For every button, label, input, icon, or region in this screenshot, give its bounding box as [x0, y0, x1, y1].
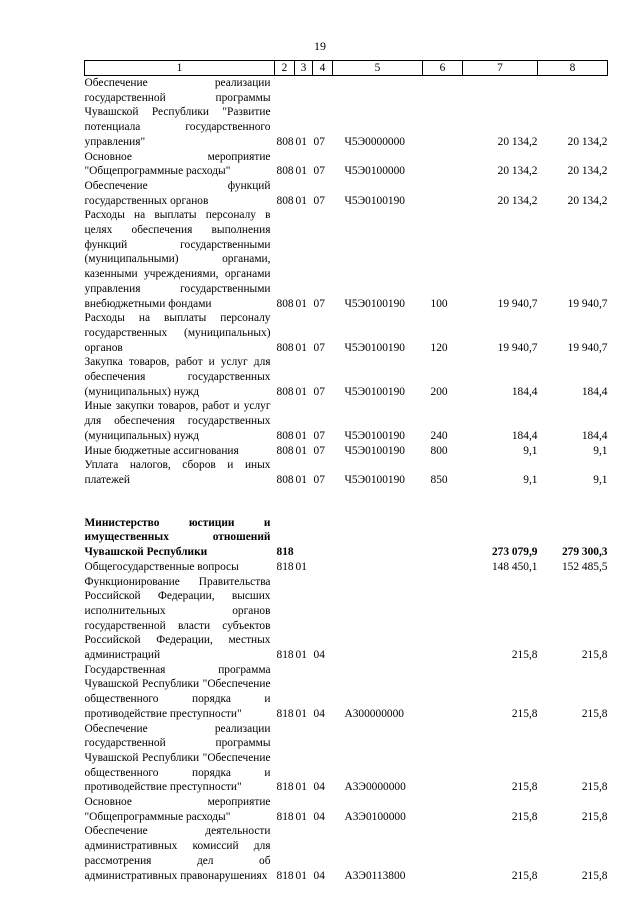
table-row [85, 208, 608, 311]
table-row [85, 560, 608, 575]
cell-amount-year-1: 20 134,2 [497, 135, 538, 148]
cell-expense-type [423, 516, 463, 560]
cell-name: Функционирование Правительства Российской Федерации, высших исполнительных органов государственной власти субъектов Российской Федерации, местных администраций [84, 575, 271, 662]
cell-subsection-code: 07 [313, 341, 325, 354]
cell-subsection-code: 04 [313, 707, 325, 720]
cell-section-code: 01 [295, 297, 307, 310]
table-row [85, 179, 608, 208]
cell-target-article: Ч5Э0100190 [344, 473, 405, 486]
cell-section-code: 01 [295, 473, 307, 486]
header-cell-6: 6 [423, 61, 463, 76]
cell-ministry-code: 818 [276, 781, 294, 794]
cell-expense-type [423, 722, 463, 796]
cell-amount-year-1: 9,1 [523, 444, 538, 457]
cell-amount-year-1: 273 079,9 [491, 546, 538, 559]
table-row [85, 824, 608, 883]
cell-target-article: Ч5Э0100190 [344, 385, 405, 398]
cell-target-article [333, 516, 423, 560]
cell-amount-year-2: 279 300,3 [561, 546, 608, 559]
cell-subsection-code: 07 [313, 385, 325, 398]
cell-expense-type [423, 824, 463, 883]
spacer-cell [85, 488, 608, 516]
header-cell-5: 5 [333, 61, 423, 76]
cell-name: Обеспечение деятельности административных комиссий для рассмотрения дел об административных правонарушениях [84, 825, 271, 882]
cell-target-article: Ч5Э0100190 [344, 341, 405, 354]
cell-name: Основное мероприятие "Общепрограммные расходы" [84, 150, 271, 178]
cell-name: Иные бюджетные ассигнования [84, 444, 239, 457]
cell-target-article: Ч5Э0100190 [344, 444, 405, 457]
cell-section-code: 01 [295, 869, 307, 882]
cell-amount-year-1: 19 940,7 [497, 297, 538, 310]
cell-name: Иные закупки товаров, работ и услуг для обеспечения государственных (муниципальных) нужд [84, 400, 271, 442]
cell-target-article: Ч5Э0100190 [344, 297, 405, 310]
table-row [85, 399, 608, 443]
table-header [85, 61, 608, 76]
cell-name: Основное мероприятие "Общепрограммные расходы" [84, 796, 271, 823]
cell-name: Министерство юстиции и имущественных отношений Чувашской Республики [84, 516, 271, 559]
table-row [85, 444, 608, 459]
cell-amount-year-2: 215,8 [581, 869, 608, 882]
cell-expense-type [423, 76, 463, 150]
cell-target-article: А3Э0113800 [344, 869, 406, 882]
cell-section-code: 01 [295, 429, 307, 442]
cell-target-article: А3Э0000000 [344, 781, 406, 794]
cell-amount-year-1: 148 450,1 [491, 560, 538, 573]
cell-amount-year-2: 20 134,2 [567, 165, 608, 178]
cell-section-code [295, 516, 313, 560]
cell-ministry-code: 808 [276, 444, 294, 457]
cell-amount-year-2: 19 940,7 [567, 341, 608, 354]
cell-subsection-code: 07 [313, 165, 325, 178]
cell-expense-type [423, 575, 463, 663]
cell-expense-type: 200 [430, 385, 448, 398]
cell-expense-type [423, 179, 463, 208]
cell-subsection-code: 07 [313, 444, 325, 457]
cell-expense-type [423, 663, 463, 722]
cell-ministry-code: 818 [276, 649, 294, 662]
cell-name: Общегосударственные вопросы [84, 560, 239, 573]
cell-ministry-code: 808 [276, 194, 294, 207]
cell-amount-year-1: 215,8 [511, 781, 538, 794]
cell-section-code: 01 [295, 781, 307, 794]
cell-section-code: 01 [295, 165, 307, 178]
cell-amount-year-2: 184,4 [581, 429, 608, 442]
cell-amount-year-2: 9,1 [593, 473, 608, 486]
cell-section-code: 01 [295, 385, 307, 398]
cell-ministry-code: 808 [276, 385, 294, 398]
cell-section-code: 01 [295, 444, 307, 457]
cell-name: Расходы на выплаты персоналу государственных (муниципальных) органов [84, 312, 271, 354]
cell-subsection-code [313, 516, 333, 560]
table-row [85, 355, 608, 399]
cell-amount-year-1: 19 940,7 [497, 341, 538, 354]
cell-amount-year-2: 20 134,2 [567, 194, 608, 207]
cell-target-article [333, 560, 423, 575]
cell-section-code: 01 [295, 810, 307, 823]
cell-ministry-code: 818 [276, 707, 294, 720]
cell-amount-year-2: 215,8 [581, 649, 608, 662]
cell-expense-type: 100 [430, 297, 448, 310]
cell-amount-year-2: 152 485,5 [561, 560, 608, 573]
cell-target-article [333, 575, 423, 663]
table-row [85, 795, 608, 824]
header-cell-3: 3 [295, 61, 313, 76]
cell-subsection-code: 04 [313, 781, 325, 794]
cell-expense-type [423, 795, 463, 824]
cell-subsection-code: 07 [313, 194, 325, 207]
table-spacer-row [85, 488, 608, 516]
cell-expense-type: 850 [430, 473, 448, 486]
cell-amount-year-1: 184,4 [511, 385, 538, 398]
cell-ministry-code: 818 [276, 869, 294, 882]
cell-amount-year-2: 215,8 [581, 810, 608, 823]
cell-subsection-code: 07 [313, 429, 325, 442]
cell-amount-year-2: 9,1 [593, 444, 608, 457]
table-row [85, 150, 608, 179]
table-row [85, 663, 608, 722]
cell-section-code: 01 [295, 194, 307, 207]
cell-amount-year-2: 215,8 [581, 707, 608, 720]
cell-target-article: Ч5Э0000000 [344, 135, 405, 148]
cell-amount-year-2: 20 134,2 [567, 135, 608, 148]
cell-amount-year-1: 184,4 [511, 429, 538, 442]
cell-ministry-code: 818 [276, 546, 294, 559]
cell-amount-year-1: 20 134,2 [497, 194, 538, 207]
table-row [85, 76, 608, 150]
cell-expense-type [423, 560, 463, 575]
cell-amount-year-1: 215,8 [511, 707, 538, 720]
cell-name: Обеспечение функций государственных органов [84, 179, 271, 207]
table-row [85, 575, 608, 663]
cell-name: Обеспечение реализации государственной программы Чувашской Республики "Обеспечение общественного порядка и противодействие преступности" [84, 722, 271, 794]
cell-target-article: А3Э0100000 [344, 810, 406, 823]
table-row-ministry [85, 516, 608, 560]
header-row [85, 61, 608, 76]
cell-section-code: 01 [295, 707, 307, 720]
cell-amount-year-1: 215,8 [511, 649, 538, 662]
cell-target-article: Ч5Э0100190 [344, 429, 405, 442]
cell-section-code: 01 [295, 135, 307, 148]
header-cell-1: 1 [85, 61, 275, 76]
cell-section-code: 01 [295, 341, 307, 354]
cell-amount-year-2: 19 940,7 [567, 297, 608, 310]
cell-expense-type [423, 150, 463, 179]
header-cell-4: 4 [313, 61, 333, 76]
table-row [85, 311, 608, 355]
cell-amount-year-2: 184,4 [581, 385, 608, 398]
cell-name: Закупка товаров, работ и услуг для обеспечения государственных (муниципальных) нужд [84, 356, 271, 398]
cell-name: Обеспечение реализации государственной программы Чувашской Республики "Развитие потенциала государственного управления" [84, 77, 271, 148]
header-cell-2: 2 [275, 61, 295, 76]
table-row [85, 722, 608, 796]
table-body [85, 76, 608, 884]
cell-target-article: Ч5Э0100190 [344, 194, 405, 207]
cell-section-code: 01 [295, 560, 307, 573]
cell-subsection-code: 04 [313, 869, 325, 882]
cell-amount-year-1: 9,1 [523, 473, 538, 486]
cell-expense-type: 240 [430, 429, 448, 442]
cell-ministry-code: 818 [276, 810, 294, 823]
cell-target-article: Ч5Э0100000 [344, 165, 405, 178]
cell-ministry-code: 818 [276, 560, 294, 573]
table-row [85, 458, 608, 487]
cell-expense-type: 120 [430, 341, 448, 354]
cell-subsection-code [313, 560, 333, 575]
cell-amount-year-2: 215,8 [581, 781, 608, 794]
cell-amount-year-1: 215,8 [511, 810, 538, 823]
page-number: 19 [314, 39, 326, 53]
header-cell-7: 7 [463, 61, 538, 76]
budget-table [84, 60, 608, 883]
cell-expense-type: 800 [430, 444, 448, 457]
cell-ministry-code: 808 [276, 297, 294, 310]
cell-subsection-code: 04 [313, 649, 325, 662]
cell-name: Расходы на выплаты персоналу в целях обеспечения выполнения функций государственными (муниципальными) органами, казенными учреждениями, органами управления государственными внебюджетными фондами [84, 209, 271, 310]
cell-amount-year-1: 20 134,2 [497, 165, 538, 178]
cell-name: Уплата налогов, сборов и иных платежей [84, 459, 271, 486]
cell-subsection-code: 07 [313, 135, 325, 148]
cell-target-article: А300000000 [344, 707, 404, 720]
cell-ministry-code: 808 [276, 135, 294, 148]
cell-ministry-code: 808 [276, 165, 294, 178]
cell-amount-year-1: 215,8 [511, 869, 538, 882]
header-cell-8: 8 [538, 61, 608, 76]
cell-section-code: 01 [295, 649, 307, 662]
cell-subsection-code: 07 [313, 297, 325, 310]
cell-name: Государственная программа Чувашской Республики "Обеспечение общественного порядка и противодействие преступности" [84, 663, 271, 720]
cell-subsection-code: 07 [313, 473, 325, 486]
cell-subsection-code: 04 [313, 810, 325, 823]
cell-ministry-code: 808 [276, 429, 294, 442]
cell-ministry-code: 808 [276, 473, 294, 486]
cell-ministry-code: 808 [276, 341, 294, 354]
